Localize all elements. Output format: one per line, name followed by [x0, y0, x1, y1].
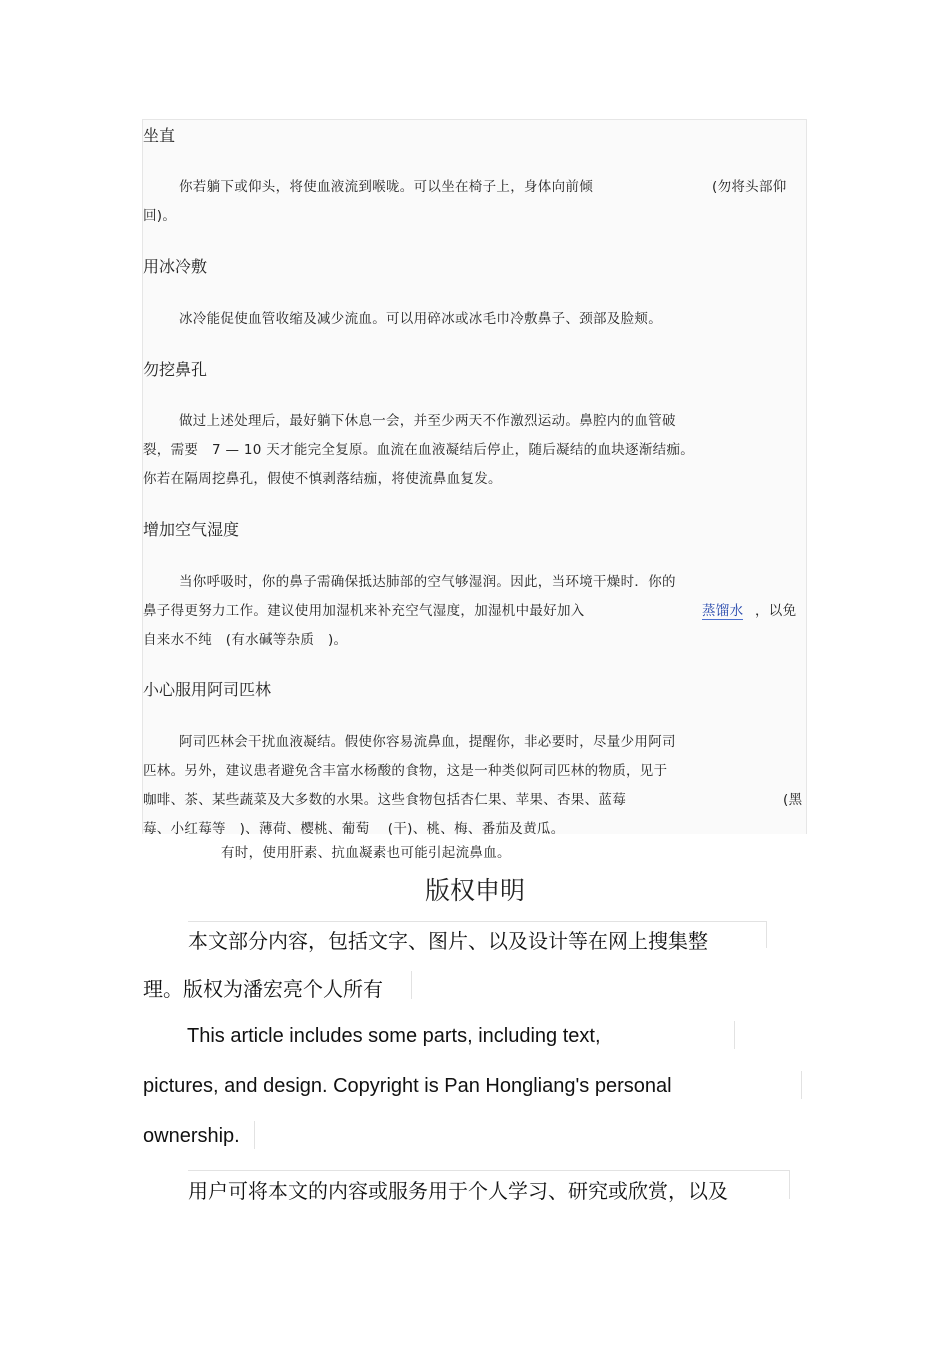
section-heading-aspirin: 小心服用阿司匹林 — [143, 680, 272, 699]
copyright-cn-line: 理。版权为潘宏亮个人所有 — [143, 977, 383, 1001]
paragraph-line: (勿将头部仰 — [712, 179, 787, 195]
copyright-title: 版权申明 — [424, 876, 525, 905]
section-heading-ice-compress: 用冰冷敷 — [143, 257, 208, 276]
frame-edge — [254, 1121, 255, 1149]
section-heading-sit-upright: 坐直 — [143, 126, 176, 145]
paragraph-line: 裂，需要 7 — 10 天才能完全复原。血流在血液凝结后停止，随后凝结的血块逐渐结痂。 — [143, 442, 695, 458]
copyright-en-line: pictures, and design. Copyright is Pan Hongliang's personal — [143, 1075, 672, 1097]
copyright-en-line: This article includes some parts, including text, — [187, 1025, 601, 1047]
paragraph-line: 有时，使用肝素、抗血凝素也可能引起流鼻血。 — [221, 845, 511, 861]
paragraph-line: ，以免 — [755, 603, 797, 619]
paragraph-line: 咖啡、茶、某些蔬菜及大多数的水果。这些食物包括杏仁果、苹果、杏果、蓝莓 — [143, 792, 626, 808]
paragraph-line: 冰冷能促使血管收缩及减少流血。可以用碎冰或冰毛巾冷敷鼻子、颈部及脸颊。 — [179, 311, 662, 327]
paragraph-line: 回)。 — [143, 208, 177, 224]
section-heading-no-nose-picking: 勿挖鼻孔 — [143, 360, 208, 379]
frame-edge — [734, 1021, 735, 1049]
paragraph-line: 做过上述处理后，最好躺下休息一会，并至少两天不作激烈运动。鼻腔内的血管破 — [179, 413, 676, 429]
paragraph-line: (黑 — [783, 792, 803, 808]
paragraph-line: 你若躺下或仰头，将使血液流到喉咙。可以坐在椅子上，身体向前倾 — [179, 179, 593, 195]
paragraph-line: 当你呼吸时，你的鼻子需确保抵达肺部的空气够湿润。因此，当环境干燥时．你的 — [179, 574, 676, 590]
paragraph-line: 莓、小红莓等 )、薄荷、樱桃、葡萄 (干)、桃、梅、番茄及黄瓜。 — [143, 821, 565, 837]
copyright-cn-line: 本文部分内容，包括文字、图片、以及设计等在网上搜集整 — [188, 929, 708, 953]
copyright-en-line: ownership. — [143, 1125, 240, 1147]
paragraph-line: 自来水不纯 (有水碱等杂质 )。 — [143, 632, 348, 648]
paragraph-line: 鼻子得更努力工作。建议使用加湿机来补充空气湿度，加湿机中最好加入 — [143, 603, 585, 619]
paragraph-line: 你若在隔周挖鼻孔，假使不慎剥落结痂，将使流鼻血复发。 — [143, 471, 502, 487]
frame-edge — [411, 971, 412, 999]
copyright-cn-line: 用户可将本文的内容或服务用于个人学习、研究或欣赏，以及 — [188, 1179, 728, 1203]
paragraph-line: 阿司匹林会干扰血液凝结。假使你容易流鼻血，提醒你，非必要时，尽量少用阿司 — [179, 734, 676, 750]
distilled-water-link[interactable]: 蒸馏水 — [702, 599, 743, 620]
paragraph-line: 匹林。另外，建议患者避免含丰富水杨酸的食物，这是一种类似阿司匹林的物质，见于 — [143, 763, 668, 779]
frame-edge — [801, 1071, 802, 1099]
section-heading-humidity: 增加空气湿度 — [143, 520, 240, 539]
